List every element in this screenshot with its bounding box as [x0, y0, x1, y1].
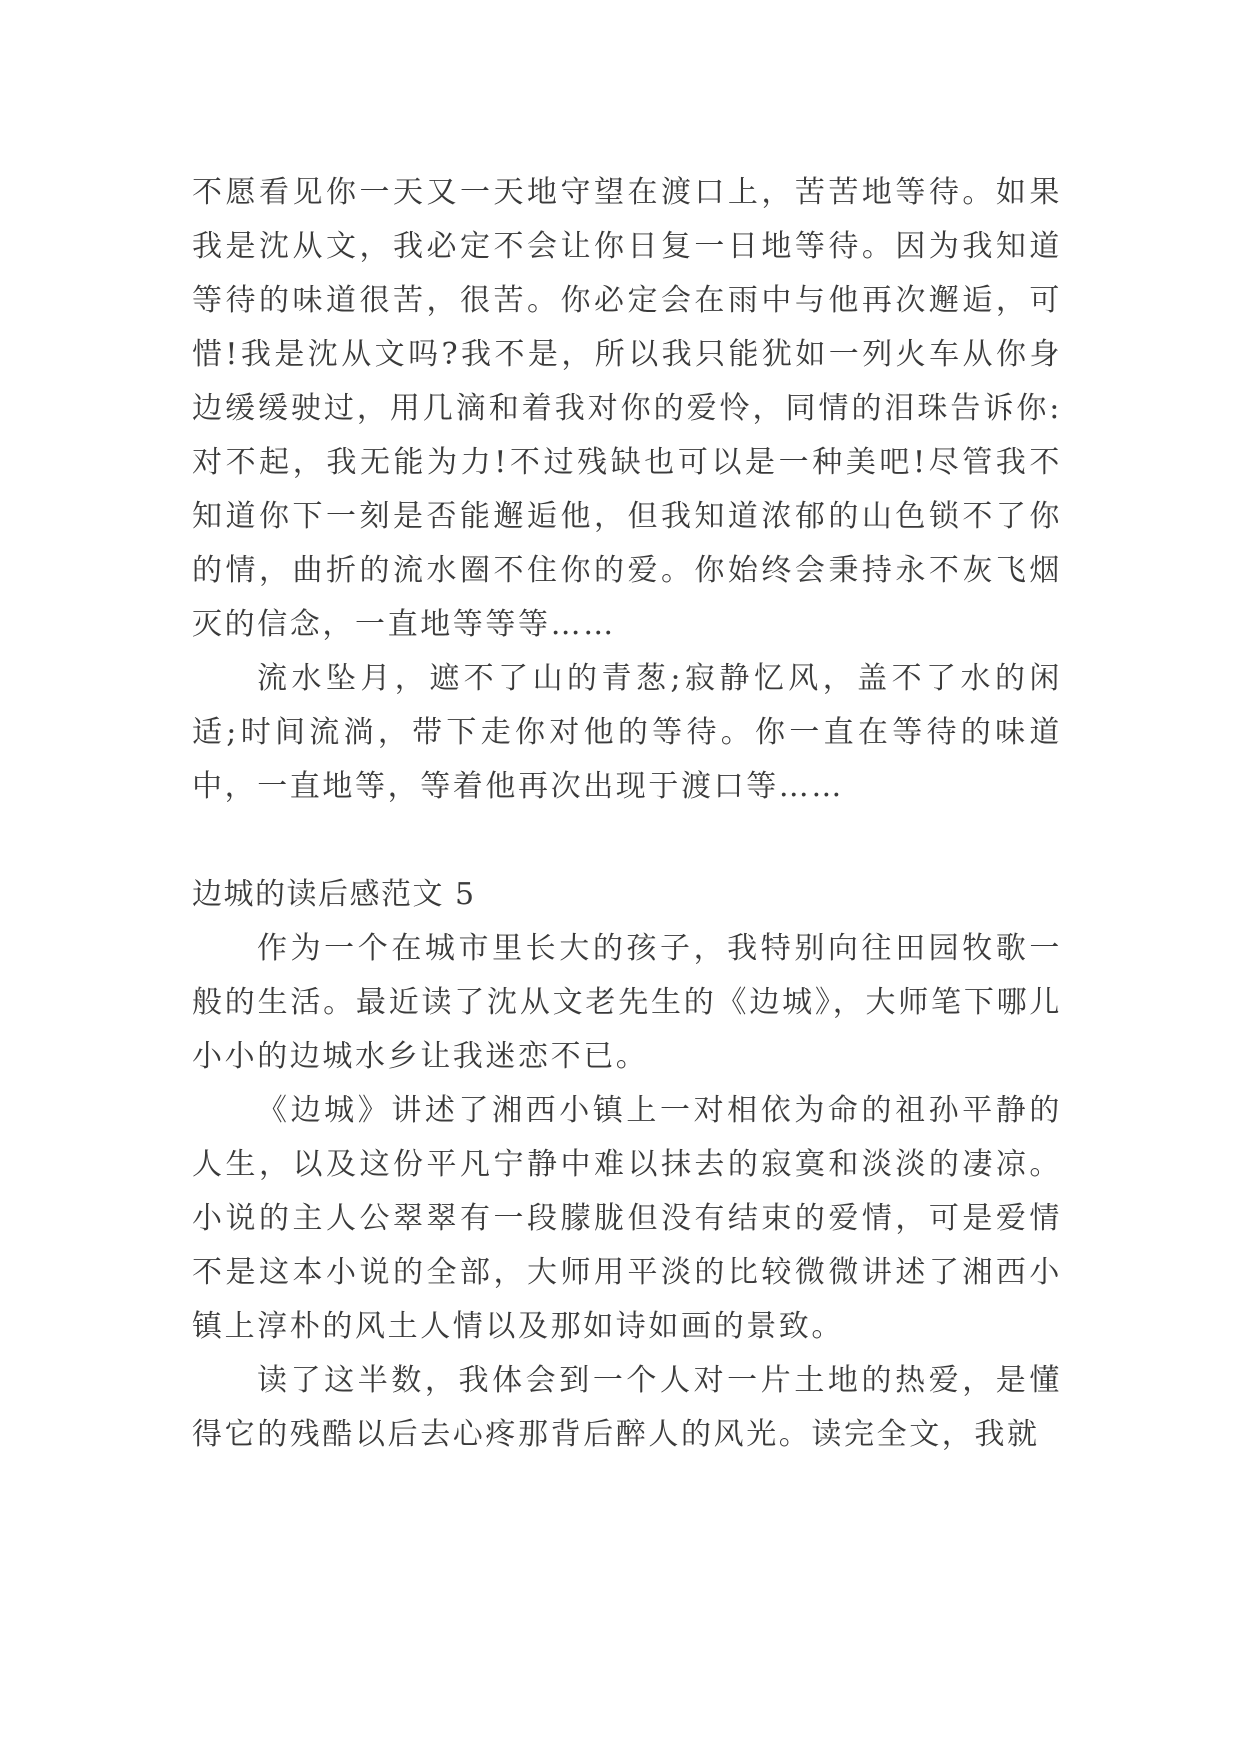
body-paragraph: 作为一个在城市里长大的孩子，我特别向往田园牧歌一般的生活。最近读了沈从文老先生的《边城》，大师笔下哪儿小小的边城水乡让我迷恋不已。	[192, 931, 1062, 1074]
body-paragraph: 《边城》讲述了湘西小镇上一对相依为命的祖孙平静的人生，以及这份平凡宁静中难以抹去的寂寞和淡淡的凄凉。小说的主人公翠翠有一段朦胧但没有结束的爱情，可是爱情不是这本小说的全部，大师用平淡的比较微微讲述了湘西小镇上淳朴的风土人情以及那如诗如画的景致。	[192, 1093, 1062, 1344]
body-paragraph: 不愿看见你一天又一天地守望在渡口上，苦苦地等待。如果我是沈从文，我必定不会让你日复一日地等待。因为我知道等待的味道很苦，很苦。你必定会在雨中与他再次邂逅，可惜!我是沈从文吗?我不是，所以我只能犹如一列火车从你身边缓缓驶过，用几滴和着我对你的爱怜，同情的泪珠告诉你:对不起，我无能为力!不过残缺也可以是一种美吧!尽管我不知道你下一刻是否能邂逅他，但我知道浓郁的山色锁不了你的情，曲折的流水圈不住你的爱。你始终会秉持永不灰飞烟灭的信念，一直地等等等……	[192, 175, 1062, 642]
document-page	[192, 166, 1062, 1462]
section-heading: 边城的读后感范文 5	[192, 877, 476, 912]
body-paragraph: 流水坠月，遮不了山的青葱;寂静忆风，盖不了水的闲适;时间流淌，带下走你对他的等待。你一直在等待的味道中，一直地等，等着他再次出现于渡口等……	[192, 661, 1062, 804]
body-paragraph: 读了这半数，我体会到一个人对一片土地的热爱，是懂得它的残酷以后去心疼那背后醉人的风光。读完全文，我就	[192, 1363, 1062, 1452]
